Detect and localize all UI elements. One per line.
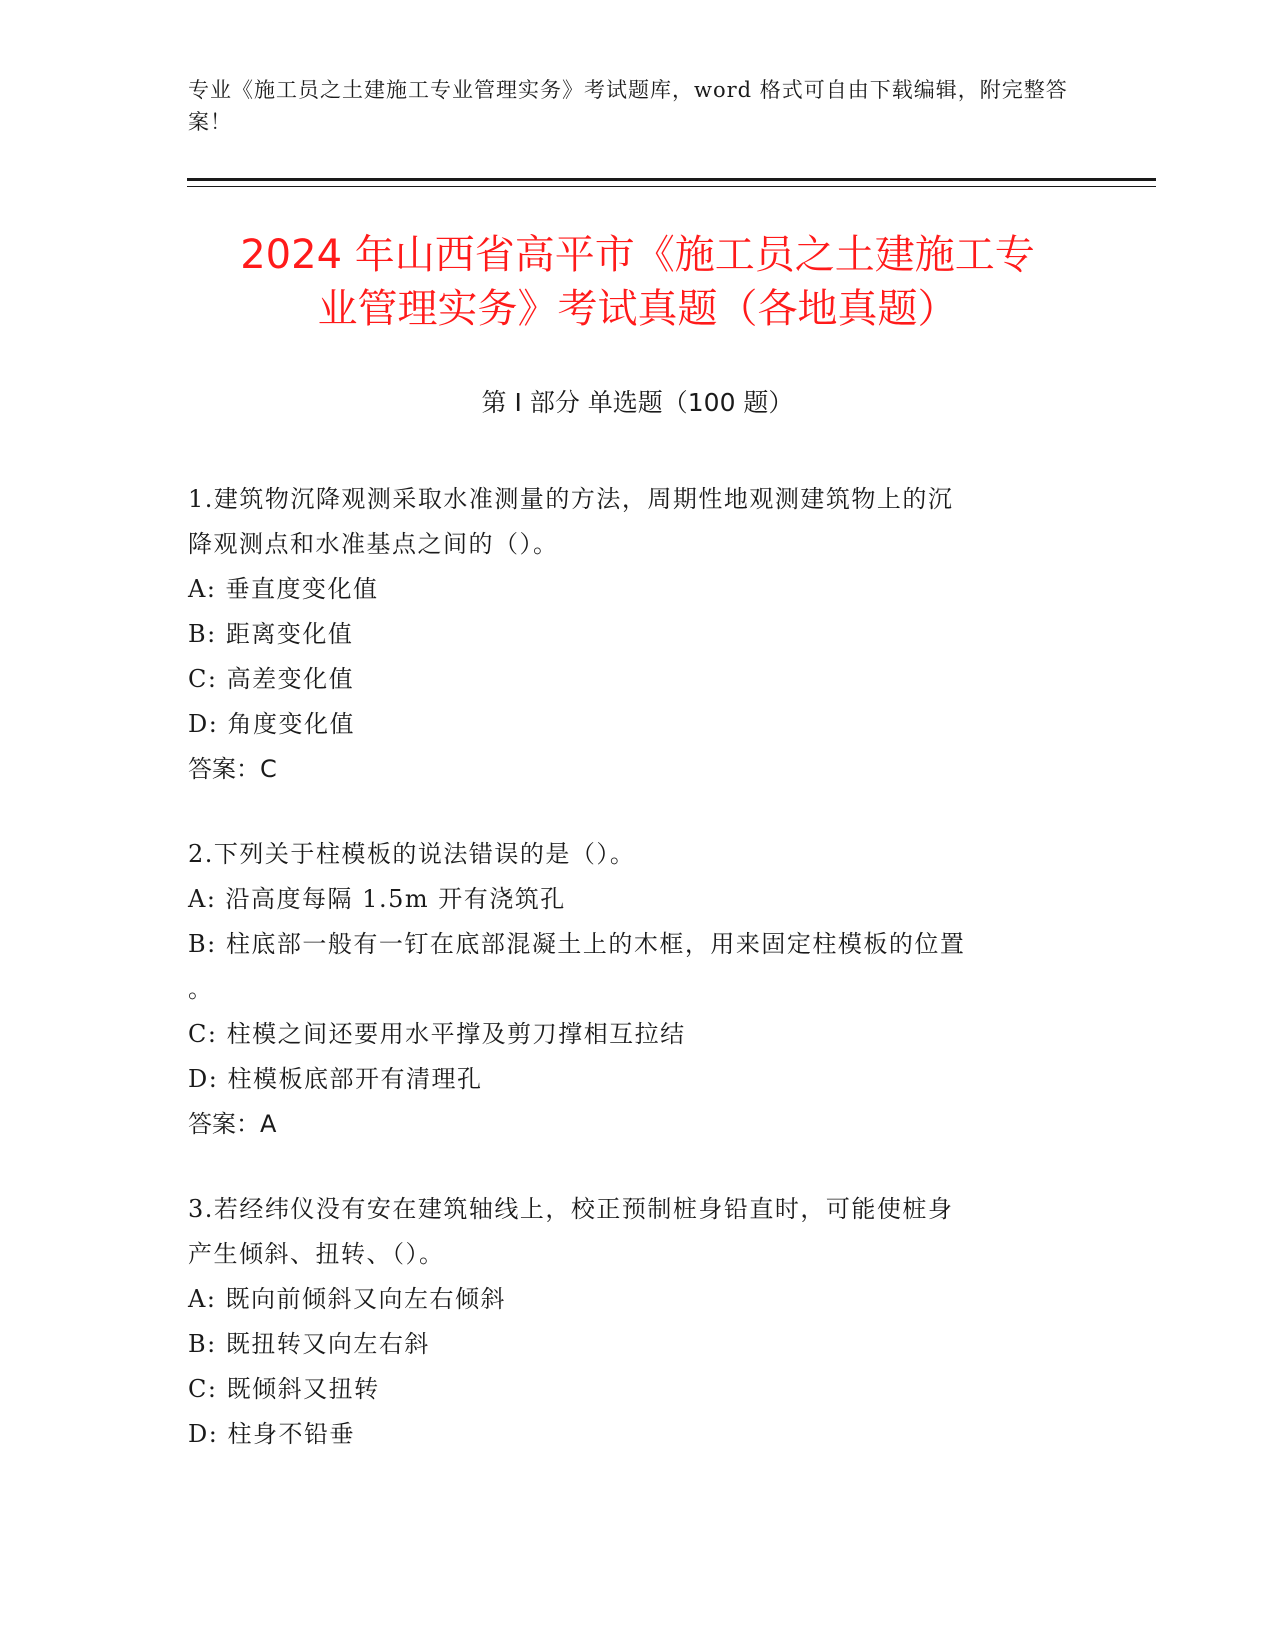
option-c: C: 高差变化值 xyxy=(188,665,355,693)
option-b: B: 距离变化值 xyxy=(188,620,354,648)
document-title xyxy=(150,228,1125,336)
question-stem-line: 降观测点和水准基点之间的（）。 xyxy=(188,530,559,558)
option-d: D: 角度变化值 xyxy=(188,710,355,738)
option-b-continuation: 。 xyxy=(188,975,214,1003)
question-3 xyxy=(188,1187,1088,1457)
question-2 xyxy=(188,832,1088,1147)
option-a: A: 沿高度每隔 1.5m 开有浇筑孔 xyxy=(188,885,566,913)
title-line-2: 业管理实务》考试真题（各地真题） xyxy=(317,286,958,332)
option-c: C: 既倾斜又扭转 xyxy=(188,1375,380,1403)
option-c: C: 柱模之间还要用水平撑及剪刀撑相互拉结 xyxy=(188,1020,686,1048)
question-list xyxy=(188,477,1088,1497)
option-b: B: 既扭转又向左右斜 xyxy=(188,1330,430,1358)
option-b: B: 柱底部一般有一钉在底部混凝土上的木框，用来固定柱模板的位置 xyxy=(188,930,966,958)
section-heading: 第 I 部分 单选题（100 题） xyxy=(481,388,794,417)
header-divider-thick xyxy=(187,178,1156,181)
question-stem-line: 1.建筑物沉降观测采取水准测量的方法，周期性地观测建筑物上的沉 xyxy=(188,485,954,513)
option-d: D: 柱身不铅垂 xyxy=(188,1420,355,1448)
question-1 xyxy=(188,477,1088,792)
option-d: D: 柱模板底部开有清理孔 xyxy=(188,1065,483,1093)
question-stem-line: 产生倾斜、扭转、（）。 xyxy=(188,1240,445,1268)
option-a: A: 既向前倾斜又向左右倾斜 xyxy=(188,1285,507,1313)
header-note: 专业《施工员之土建施工专业管理实务》考试题库，word 格式可自由下载编辑，附完整答案！ xyxy=(188,78,1068,134)
title-line-1: 2024 年山西省高平市《施工员之土建施工专 xyxy=(240,232,1035,278)
option-a: A: 垂直度变化值 xyxy=(188,575,379,603)
question-stem-line: 3.若经纬仪没有安在建筑轴线上，校正预制桩身铅直时，可能使桩身 xyxy=(188,1195,954,1223)
answer: 答案：A xyxy=(188,1110,277,1138)
question-stem-line: 2.下列关于柱模板的说法错误的是（）。 xyxy=(188,840,636,868)
answer: 答案：C xyxy=(188,755,277,783)
header-divider-thin xyxy=(187,186,1156,187)
